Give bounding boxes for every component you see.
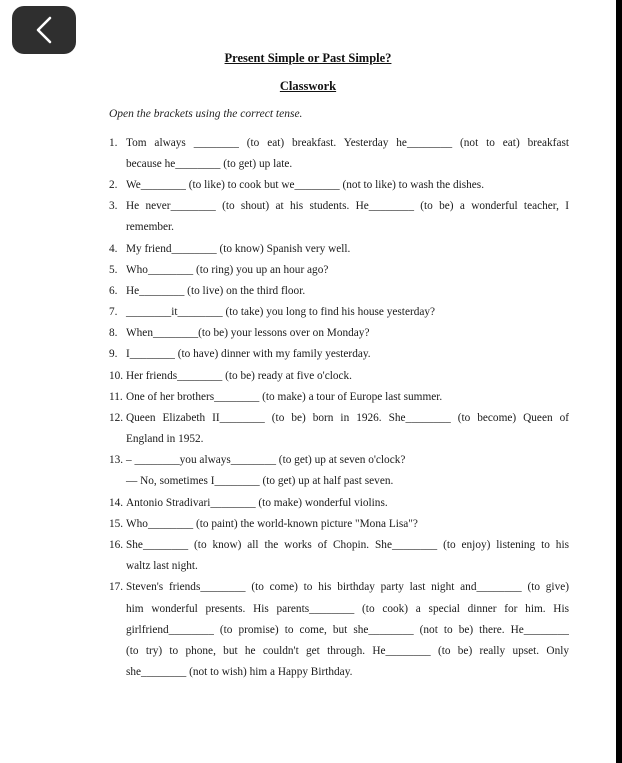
exercise-line: — No, sometimes I________ (to get) up at half past seven.: [126, 475, 394, 487]
exercise-line: because he________ (to get) up late.: [126, 158, 293, 170]
exercise-line: England in 1952.: [126, 433, 204, 445]
exercise-number: 1.: [109, 137, 118, 149]
exercise-number: 16.: [109, 539, 124, 551]
exercise-line: Who________ (to ring) you up an hour ago?: [126, 264, 329, 276]
exercise-line: One of her brothers________ (to make) a tour of Europe last summer.: [126, 391, 443, 403]
exercise-line: – ________you always________ (to get) up at seven o'clock?: [126, 454, 406, 466]
exercise-line: ________it________ (to take) you long to find his house yesterday?: [126, 306, 436, 318]
exercise-line: she________ (not to wish) him a Happy Birthday.: [126, 666, 353, 678]
exercise-number: 12.: [109, 412, 124, 424]
exercise-line: (to try) to phone, but he couldn't get through. He________ (to be) really upset. Only: [126, 645, 569, 657]
page-title: Present Simple or Past Simple?: [224, 51, 392, 65]
exercise-line: Antonio Stradivari________ (to make) wonderful violins.: [126, 497, 388, 509]
exercise-number: 7.: [109, 306, 118, 318]
exercise-line: I________ (to have) dinner with my family yesterday.: [126, 348, 371, 360]
exercise-line: We________ (to like) to cook but we________ (not to like) to wash the dishes.: [126, 179, 485, 191]
exercise-line: Steven's friends________ (to come) to his birthday party last night and________ (to give): [126, 581, 569, 593]
page-edge: [616, 0, 622, 763]
exercise-number: 11.: [109, 391, 123, 403]
exercise-line: Her friends________ (to be) ready at five o'clock.: [126, 370, 353, 382]
exercise-line: him wonderful presents. His parents________ (to cook) a special dinner for him. His: [126, 603, 569, 615]
exercise-line: My friend________ (to know) Spanish very well.: [126, 243, 351, 255]
exercise-line: He never________ (to shout) at his students. He________ (to be) a wonderful teacher, I: [126, 200, 569, 212]
exercise-number: 17.: [109, 581, 124, 593]
chevron-left-icon: [33, 15, 55, 45]
back-button[interactable]: [12, 6, 76, 54]
exercise-number: 13.: [109, 454, 124, 466]
exercise-number: 2.: [109, 179, 118, 191]
instruction-text: Open the brackets using the correct tense.: [109, 108, 303, 120]
exercise-number: 15.: [109, 518, 124, 530]
page-subtitle: Classwork: [279, 79, 337, 93]
exercise-line: girlfriend________ (to promise) to come, but she________ (not to be) there. He________: [126, 624, 569, 636]
exercise-line: He________ (to live) on the third floor.: [126, 285, 306, 297]
exercise-line: Tom always ________ (to eat) breakfast. Yesterday he________ (not to eat) breakfast: [126, 137, 569, 149]
exercise-number: 4.: [109, 243, 118, 255]
exercise-line: remember.: [126, 221, 174, 233]
exercise-line: Who________ (to paint) the world-known picture "Mona Lisa"?: [126, 518, 418, 530]
exercise-number: 10.: [109, 370, 124, 382]
exercise-number: 8.: [109, 327, 118, 339]
exercise-line: She________ (to know) all the works of Chopin. She________ (to enjoy) listening to his: [126, 539, 569, 551]
exercise-number: 5.: [109, 264, 118, 276]
exercise-number: 6.: [109, 285, 118, 297]
exercise-line: When________(to be) your lessons over on Monday?: [126, 327, 370, 339]
exercise-number: 9.: [109, 348, 118, 360]
exercise-number: 14.: [109, 497, 124, 509]
exercise-line: Queen Elizabeth II________ (to be) born in 1926. She________ (to become) Queen of: [126, 412, 569, 424]
exercise-number: 3.: [109, 200, 118, 212]
exercise-line: waltz last night.: [126, 560, 198, 572]
